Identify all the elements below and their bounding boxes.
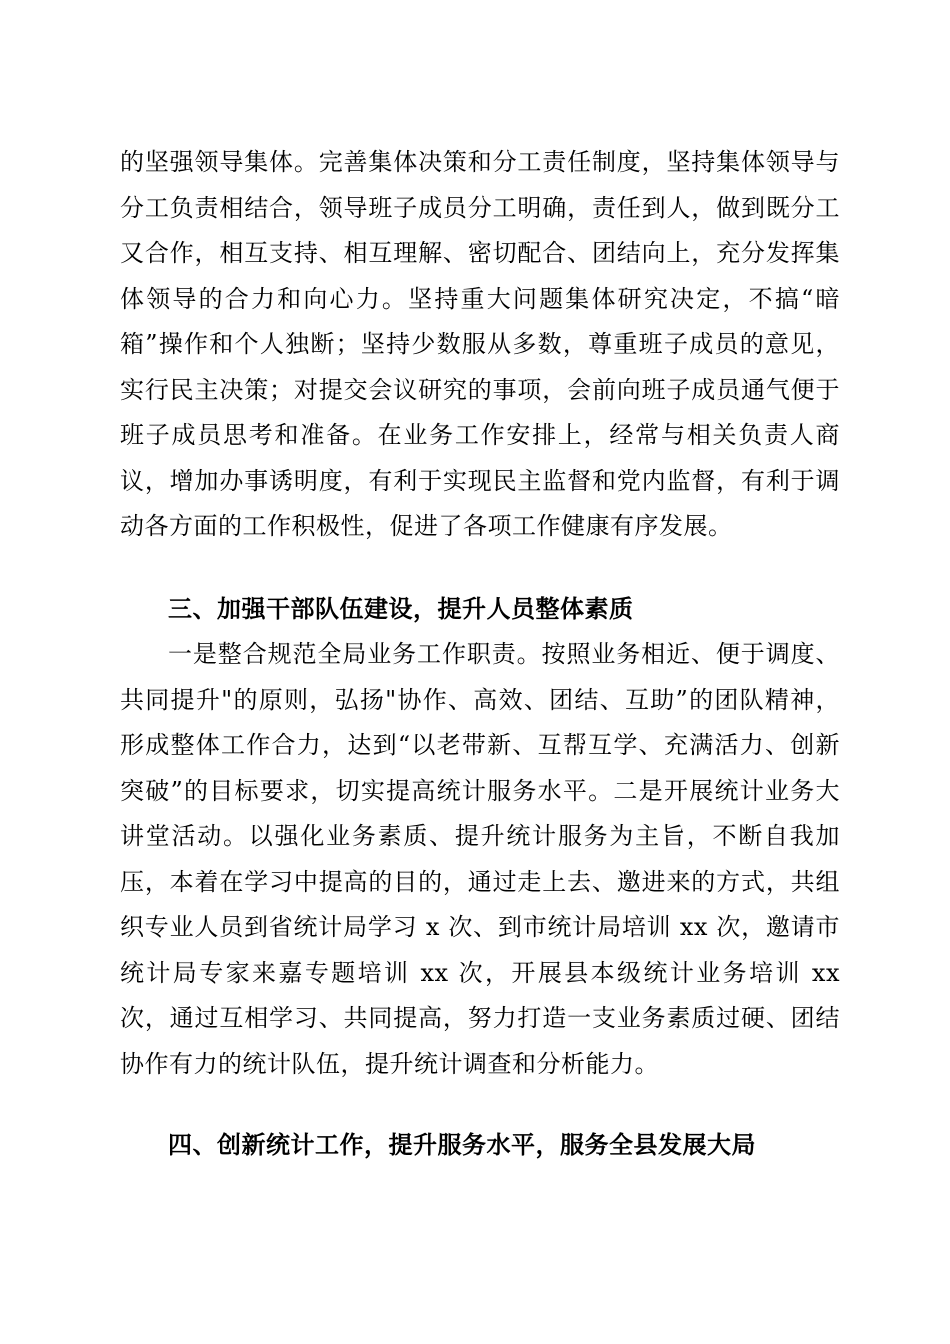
- paragraph-text: 的坚强领导集体。完善集体决策和分工责任制度，坚持集体领导与分工负责相结合，领导班子成员分工明确，责任到人，做到既分工又合作，相互支持、相互理解、密切配合、团结向上，充分发挥集体领导的合力和向心力。坚持重大问题集体研究决定，不搞“暗箱”操作和个人独断；坚持少数服从多数，尊重班子成员的意见，实行民主决策；对提交会议研究的事项，会前向班子成员通气便于班子成员思考和准备。在业务工作安排上，经常与相关负责人商议，增加办事诱明度，有利于实现民主监督和党内监督，有利于调动各方面的工作积极性，促进了各项工作健康有序发展。: [120, 148, 840, 540]
- section-heading-3: 三、加强干部队伍建设，提升人员整体素质: [168, 594, 634, 623]
- section-heading-4: 四、创新统计工作，提升服务水平，服务全县发展大局: [168, 1130, 756, 1159]
- paragraph-collective-leadership: [120, 140, 840, 550]
- paragraph-team-building: [120, 632, 849, 1087]
- paragraph-text: 一是整合规范全局业务工作职责。按照业务相近、便于调度、共同提升"的原则，弘扬"协作、高效、团结、互助”的团队精神，形成整体工作合力，达到“以老带新、互帮互学、充满活力、创新突破”的目标要求，切实提高统计服务水平。二是开展统计业务大讲堂活动。以强化业务素质、提升统计服务为主旨，不断自我加压，本着在学习中提高的目的，通过走上去、邀进来的方式，共组织专业人员到省统计局学习 x 次、到市统计局培训 xx 次，邀请市统计局专家来嘉专题培训 xx 次，开展县本级统计业务培训 xx 次，通过互相学习、共同提高，努力打造一支业务素质过硬、团结协作有力的统计队伍，提升统计调查和分析能力。: [120, 640, 849, 1078]
